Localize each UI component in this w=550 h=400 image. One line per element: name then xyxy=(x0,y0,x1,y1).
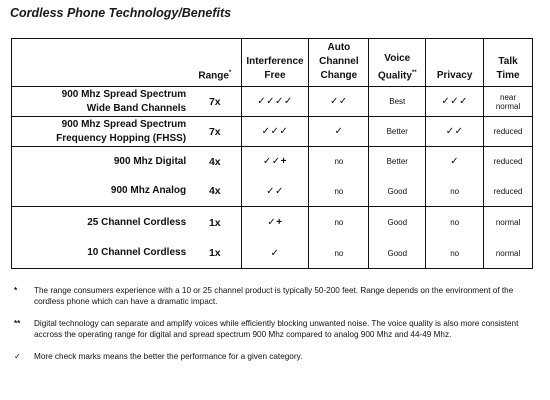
row-label: 10 Channel Cordless xyxy=(12,239,190,269)
table-row xyxy=(12,207,533,239)
table-row xyxy=(12,147,533,177)
row-label: 900 Mhz Spread Spectrum Frequency Hopping (FHSS) xyxy=(12,117,190,147)
talk-cell: normal xyxy=(484,239,533,269)
footnote-check-marks xyxy=(12,351,540,362)
privacy-cell: no xyxy=(426,239,484,269)
privacy-cell: no xyxy=(426,207,484,239)
row-label: 900 Mhz Digital xyxy=(12,147,190,177)
range-cell: 4x xyxy=(189,177,241,207)
auto-channel-cell: no xyxy=(309,207,369,239)
header-blank xyxy=(12,39,190,87)
header-privacy: Privacy xyxy=(426,39,484,87)
footnote-range xyxy=(12,285,540,307)
range-cell: 4x xyxy=(189,147,241,177)
range-cell: 7x xyxy=(189,117,241,147)
check-mark-icon: ✓ xyxy=(14,352,21,361)
privacy-cell: ✓✓ xyxy=(426,117,484,147)
interference-cell: ✓+ xyxy=(267,217,283,229)
interference-cell: ✓✓+ xyxy=(262,156,288,168)
row-label: 25 Channel Cordless xyxy=(12,207,190,239)
comparison-table xyxy=(11,38,533,269)
privacy-cell: no xyxy=(426,177,484,207)
header-auto-channel: Auto Channel Change xyxy=(309,39,369,87)
footnote-marker: ** xyxy=(14,319,21,328)
footnotes xyxy=(12,285,540,373)
privacy-cell: ✓ xyxy=(426,147,484,177)
talk-cell: reduced xyxy=(484,147,533,177)
auto-channel-cell: no xyxy=(309,147,369,177)
range-cell: 1x xyxy=(189,239,241,269)
auto-channel-cell: no xyxy=(309,239,369,269)
table-row xyxy=(12,87,533,117)
footnote-voice-quality xyxy=(12,318,540,340)
footnote-text: The range consumers experience with a 10 or 25 channel product is typically 50-200 feet. Range depends on the environment of the cordless phone which can have a dramatic impact. xyxy=(34,286,514,306)
table-row xyxy=(12,117,533,147)
talk-cell: reduced xyxy=(484,177,533,207)
talk-cell: normal xyxy=(484,207,533,239)
header-interference: Interference Free xyxy=(246,56,304,81)
auto-channel-cell: no xyxy=(309,177,369,207)
voice-cell: Better xyxy=(386,157,408,167)
row-label: 900 Mhz Analog xyxy=(12,177,190,207)
voice-cell: Better xyxy=(386,127,408,136)
interference-cell: ✓✓✓✓ xyxy=(257,96,293,107)
voice-cell: Best xyxy=(389,97,406,106)
auto-channel-cell: ✓✓ xyxy=(309,87,369,117)
footnote-marker: * xyxy=(14,286,18,295)
header-talk-time: Talk Time xyxy=(484,39,533,87)
auto-channel-cell: ✓ xyxy=(309,117,369,147)
talk-cell: near normal xyxy=(484,87,533,117)
voice-cell: Good xyxy=(387,186,408,196)
document-title: Cordless Phone Technology/Benefits xyxy=(10,6,232,20)
interference-cell: ✓ xyxy=(270,247,280,259)
header-range: Range* xyxy=(189,39,241,87)
voice-cell: Good xyxy=(387,218,408,228)
footnote-text: More check marks means the better the performance for a given category. xyxy=(34,352,303,361)
range-cell: 7x xyxy=(189,87,241,117)
voice-cell: Good xyxy=(387,248,408,258)
header-voice-quality: Voice Quality** xyxy=(377,52,417,81)
table-row xyxy=(12,239,533,269)
footnote-text: Digital technology can separate and amplify voices while efficiently blocking unwanted noise. The voice quality is also more consistent accross the operating range for digital and spread spectrum 900 Mhz compared to analog 900 Mhz and 44-49 Mhz. xyxy=(34,319,519,339)
talk-cell: reduced xyxy=(484,117,533,147)
header-row xyxy=(12,39,533,87)
row-label: 900 Mhz Spread Spectrum Wide Band Channels xyxy=(12,87,190,117)
interference-cell: ✓✓ xyxy=(266,185,284,197)
privacy-cell: ✓✓✓ xyxy=(426,87,484,117)
interference-cell: ✓✓✓ xyxy=(261,126,289,137)
range-cell: 1x xyxy=(189,207,241,239)
table-row xyxy=(12,177,533,207)
